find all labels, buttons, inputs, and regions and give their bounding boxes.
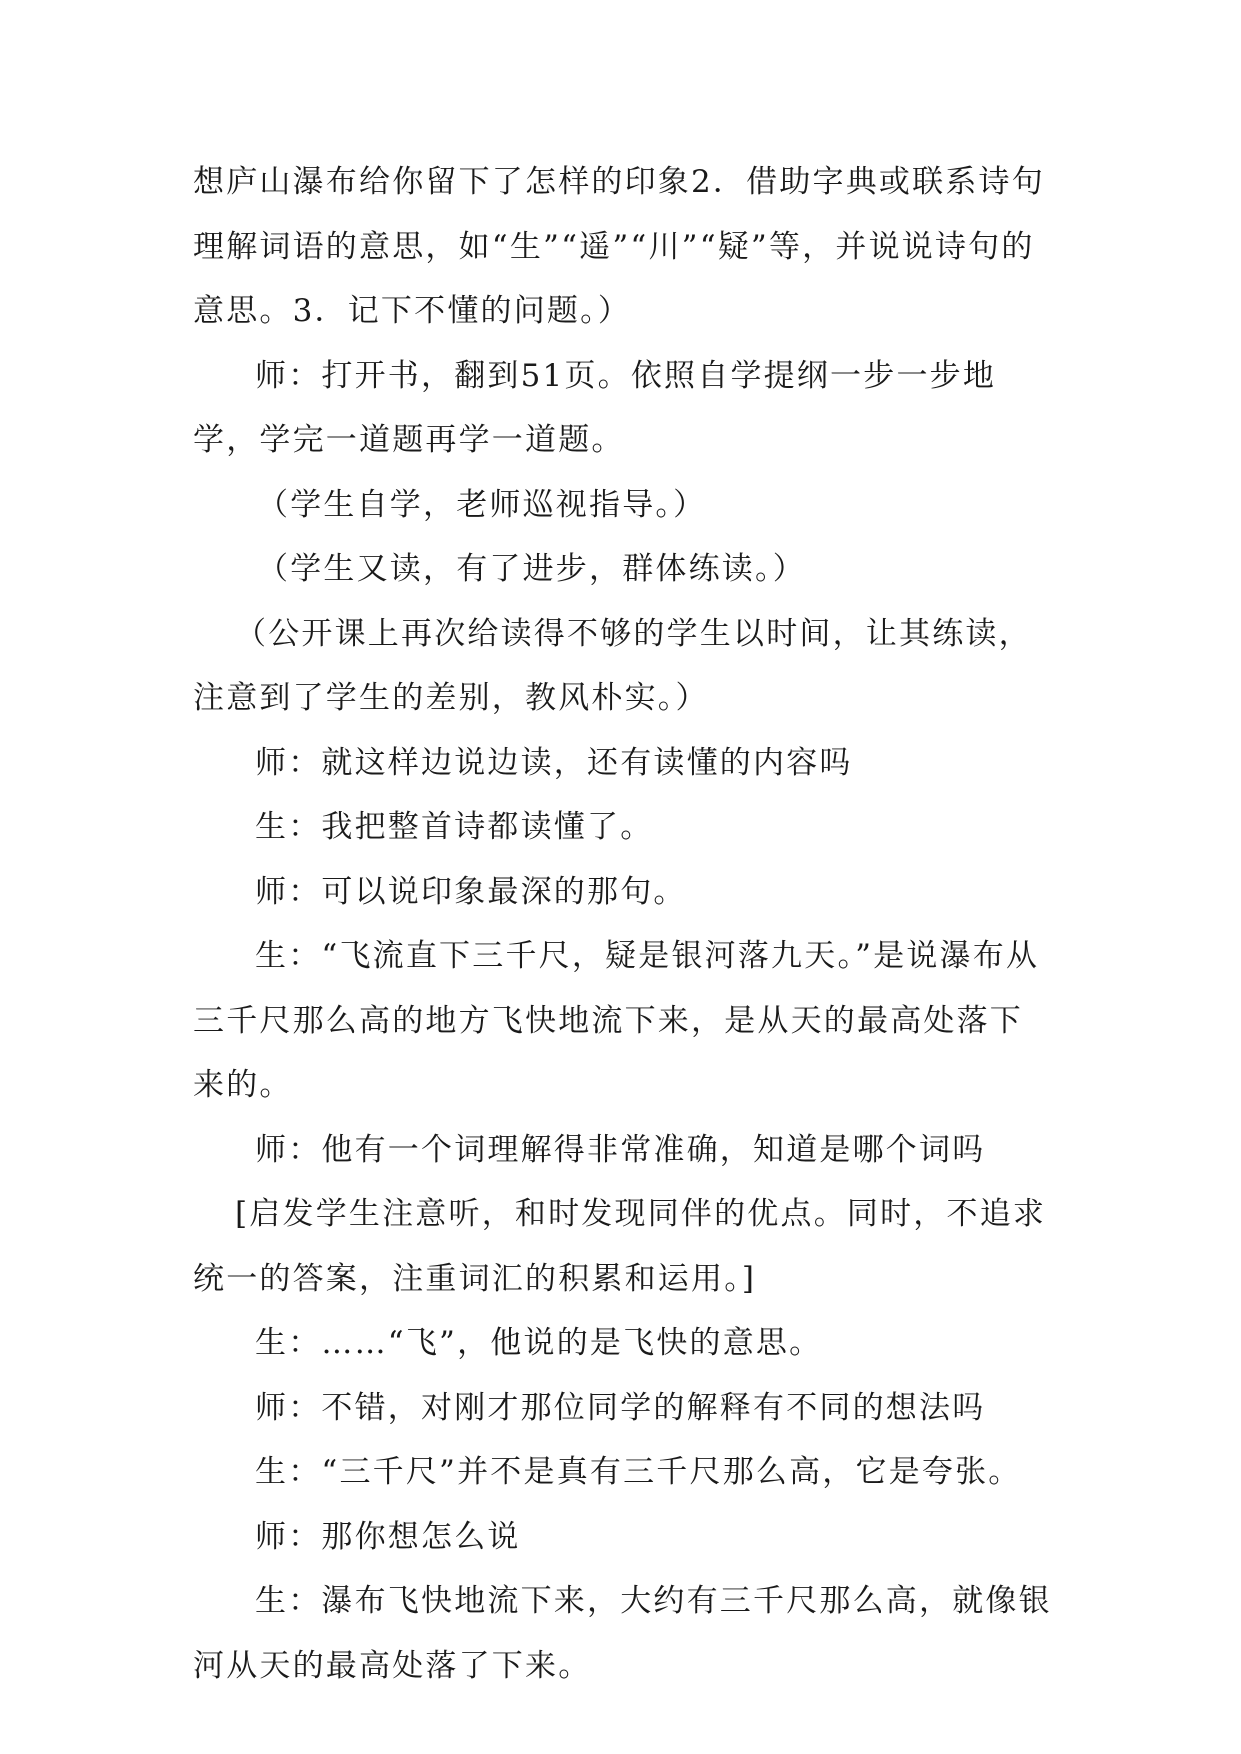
- document-page: [193, 150, 1053, 1698]
- paragraph-3: （学生自学，老师巡视指导。）: [257, 486, 707, 523]
- paragraph-15: 师：那你想怎么说: [255, 1518, 521, 1555]
- paragraph-12: 生：……“飞”，他说的是飞快的意思。: [255, 1325, 823, 1361]
- paragraph-4: （学生又读，有了进步，群体练读。）: [257, 551, 806, 587]
- paragraph-2: 师：打开书，翻到51页。依照自学提纲一步一步地学，学完一道题再学一道题。: [193, 357, 997, 458]
- paragraph-6: 师：就这样边说边读，还有读懂的内容吗: [255, 744, 853, 781]
- paragraph-1: 想庐山瀑布给你留下了怎样的印象2．借助字典或联系诗句理解词语的意思，如“生”“遥”“川”“疑”等，并说说诗句的意思。3．记下不懂的问题。）: [193, 164, 1045, 329]
- paragraph-11: [启发学生注意听，和时发现同伴的优点。同时，不追求统一的答案，注重词汇的积累和运用。]: [193, 1196, 1047, 1297]
- paragraph-10: 师：他有一个词理解得非常准确，知道是哪个词吗: [255, 1131, 986, 1168]
- paragraph-8: 师：可以说印象最深的那句。: [255, 873, 687, 910]
- paragraph-7: 生：我把整首诗都读懂了。: [255, 809, 654, 845]
- paragraph-5: （公开课上再次给读得不够的学生以时间，让其练读，注意到了学生的差别，教风朴实。）: [193, 615, 1032, 716]
- paragraph-13: 师：不错，对刚才那位同学的解释有不同的想法吗: [255, 1389, 986, 1426]
- paragraph-14: 生：“三千尺”并不是真有三千尺那么高，它是夸张。: [255, 1454, 1022, 1490]
- paragraph-16: 生：瀑布飞快地流下来，大约有三千尺那么高，就像银河从天的最高处落了下来。: [193, 1583, 1052, 1684]
- paragraph-9: 生：“飞流直下三千尺，疑是银河落九天。”是说瀑布从三千尺那么高的地方飞快地流下来，是从天的最高处落下来的。: [193, 938, 1040, 1103]
